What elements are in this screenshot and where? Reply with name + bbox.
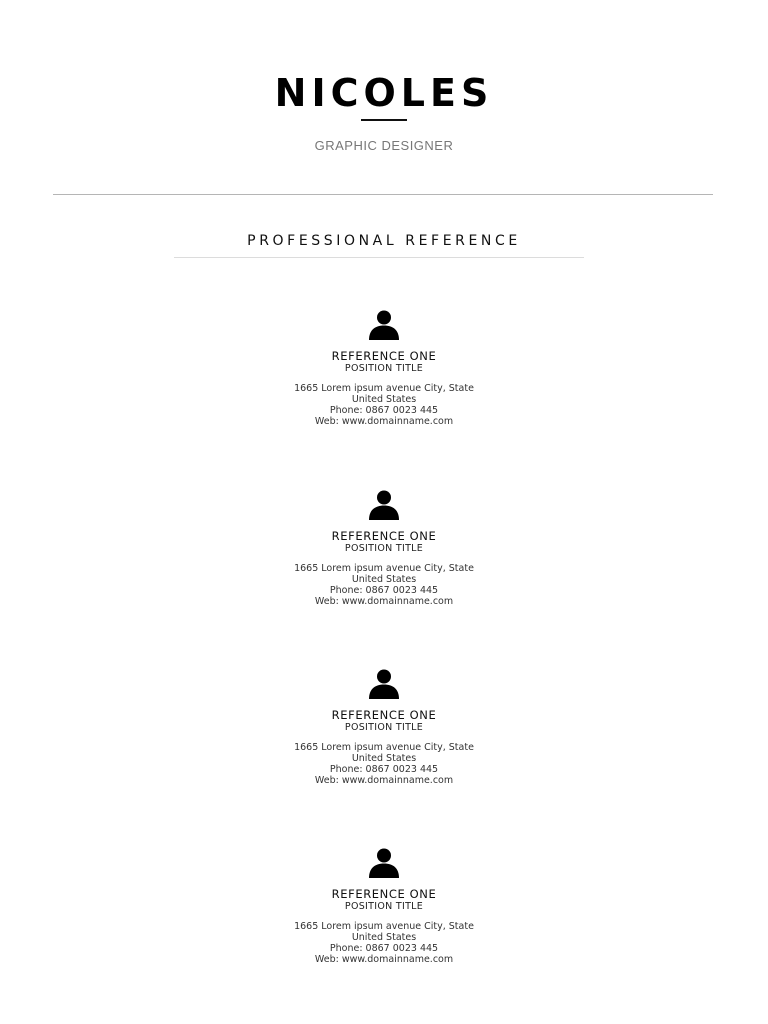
reference-details: [184, 383, 584, 427]
reference-name: REFERENCE ONE: [331, 529, 437, 543]
reference-name: REFERENCE ONE: [331, 887, 437, 901]
reference-address: 1665 Lorem ipsum avenue City, State: [294, 921, 474, 932]
reference-phone: Phone: 0867 0023 445: [329, 764, 439, 775]
reference-country: United States: [351, 574, 417, 585]
reference-position: POSITION TITLE: [344, 901, 424, 912]
reference-card: [184, 669, 584, 786]
person-icon: [368, 669, 400, 699]
reference-country: United States: [351, 932, 417, 943]
reference-phone: Phone: 0867 0023 445: [329, 943, 439, 954]
section-title: PROFESSIONAL REFERENCE: [247, 233, 521, 249]
person-icon: [368, 490, 400, 520]
reference-name: REFERENCE ONE: [331, 708, 437, 722]
name-underline: [361, 119, 407, 121]
reference-address: 1665 Lorem ipsum avenue City, State: [294, 563, 474, 574]
reference-name: REFERENCE ONE: [331, 349, 437, 363]
reference-position: POSITION TITLE: [344, 543, 424, 554]
reference-web: Web: www.domainname.com: [314, 775, 454, 786]
reference-card: [184, 490, 584, 607]
reference-web: Web: www.domainname.com: [314, 596, 454, 607]
reference-country: United States: [351, 394, 417, 405]
reference-country: United States: [351, 753, 417, 764]
reference-phone: Phone: 0867 0023 445: [329, 405, 439, 416]
person-icon: [368, 310, 400, 340]
candidate-name: NICOLES: [274, 71, 494, 115]
person-icon: [368, 848, 400, 878]
reference-position: POSITION TITLE: [344, 363, 424, 374]
reference-web: Web: www.domainname.com: [314, 954, 454, 965]
reference-card: [184, 310, 584, 427]
header-divider: [53, 194, 713, 195]
section-divider: [174, 257, 584, 258]
job-title: GRAPHIC DESIGNER: [314, 138, 454, 153]
reference-address: 1665 Lorem ipsum avenue City, State: [294, 383, 474, 394]
reference-details: [184, 921, 584, 965]
reference-address: 1665 Lorem ipsum avenue City, State: [294, 742, 474, 753]
reference-card: [184, 848, 584, 965]
reference-phone: Phone: 0867 0023 445: [329, 585, 439, 596]
reference-web: Web: www.domainname.com: [314, 416, 454, 427]
reference-details: [184, 742, 584, 786]
reference-details: [184, 563, 584, 607]
reference-position: POSITION TITLE: [344, 722, 424, 733]
